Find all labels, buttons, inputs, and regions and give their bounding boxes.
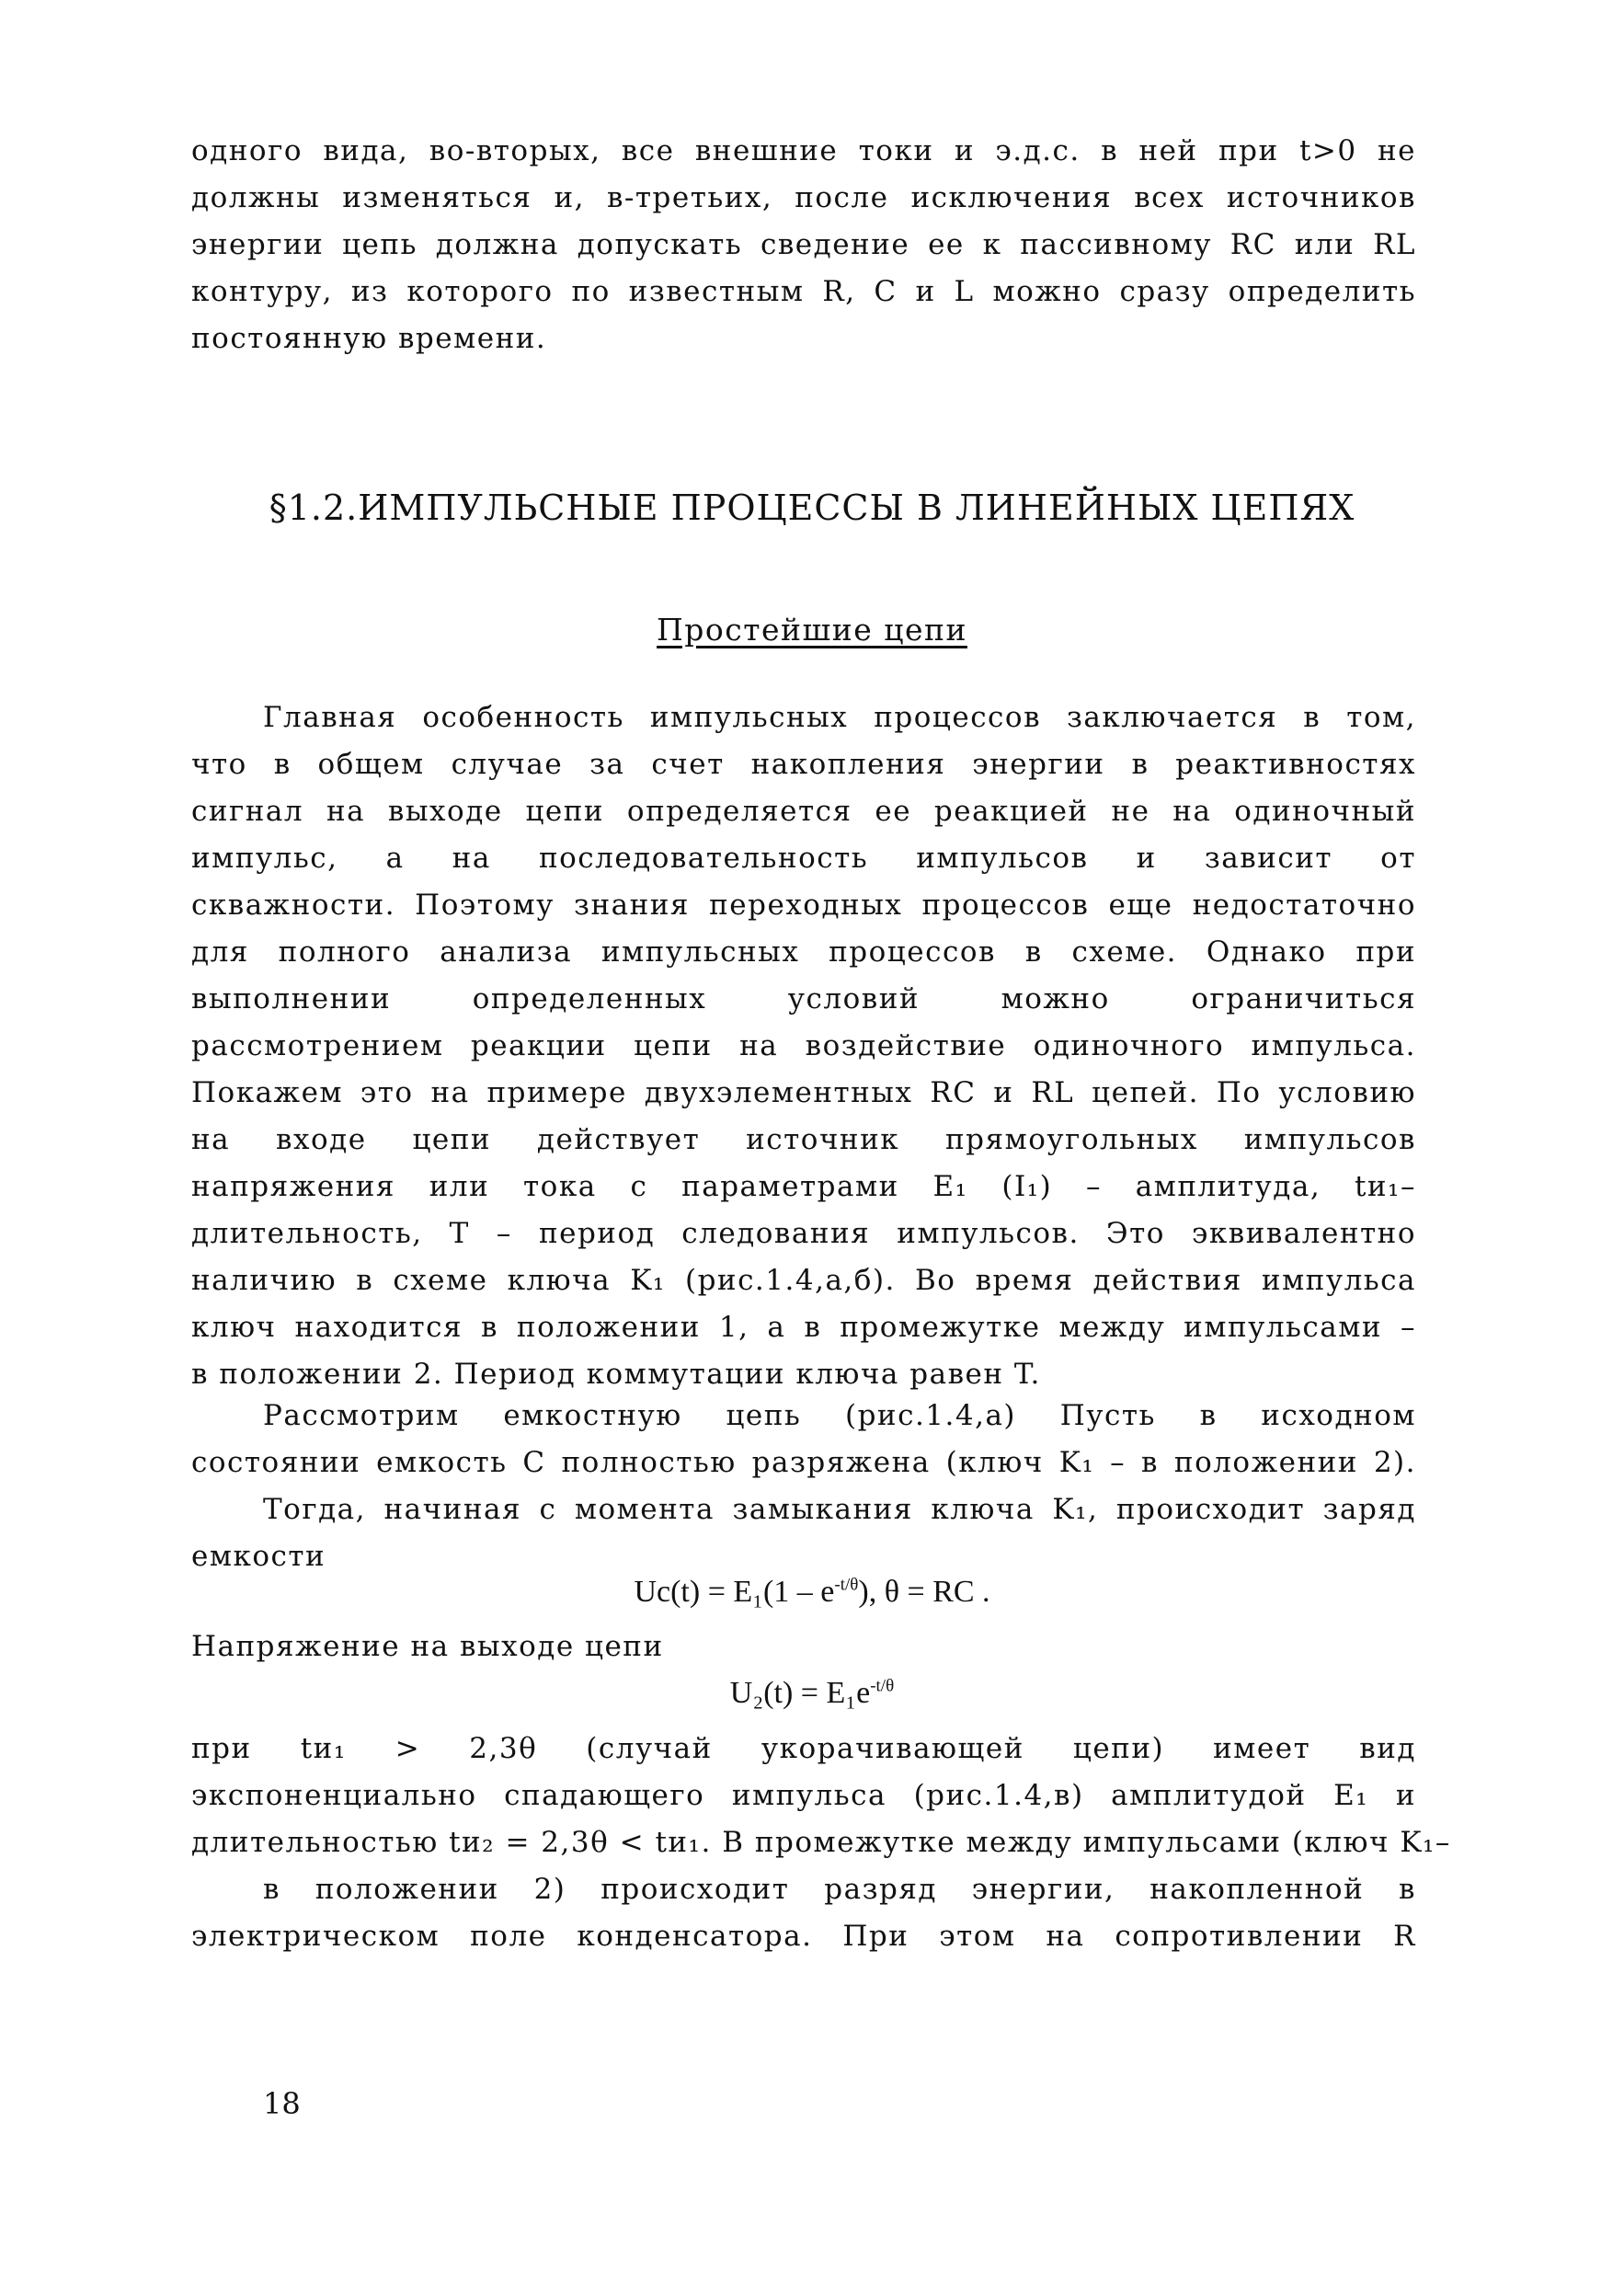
text-line: для полного анализа импульсных процессов в схеме. Однако при [191, 935, 1416, 969]
text-line: длительностью tи₂ = 2,3θ < tи₁. В промежутке между импульсами (ключ K₁– [191, 1826, 1451, 1859]
formula-output-voltage [0, 1676, 1624, 1711]
text-line: емкости [191, 1540, 326, 1573]
formula-exponent: -t/θ [834, 1575, 859, 1595]
text-line: сигнал на выходе цепи определяется ее реакцией не на одиночный [191, 795, 1416, 828]
text-line: Покажем это на примере двухэлементных RC и RL цепей. По условию [191, 1076, 1416, 1109]
label-output-block [191, 1623, 1416, 1670]
text-line: экспоненциально спадающего импульса (рис.1.4,в) амплитудой E₁ и [191, 1779, 1416, 1812]
text-line: должны изменяться и, в-третьих, после исключения всех источников [191, 181, 1416, 214]
paragraph-main [191, 694, 1416, 1398]
text-line: рассмотрением реакции цепи на воздействие одиночного импульса. [191, 1029, 1416, 1062]
formula-tail: ), θ = RC . [858, 1575, 990, 1609]
section-heading: §1.2.ИМПУЛЬСНЫЕ ПРОЦЕССЫ В ЛИНЕЙНЫХ ЦЕПЯХ [269, 488, 1355, 528]
text-line: в положении 2. Период коммутации ключа равен T. [191, 1358, 1041, 1391]
text-line: состоянии емкость C полностью разряжена (ключ K₁ – в положении 2). [191, 1446, 1416, 1479]
paragraph-differentiating [191, 1726, 1451, 1960]
text-line: Рассмотрим емкостную цепь (рис.1.4,а) Пусть в исходном [263, 1399, 1416, 1432]
subsection-heading: Простейшие цепи [657, 612, 967, 648]
formula-main: Uc(t) = E₁(1 – e [634, 1575, 835, 1609]
text-line: Главная особенность импульсных процессов заключается в том, [263, 701, 1416, 734]
label-output: Напряжение на выходе цепи [191, 1630, 664, 1663]
text-line: скважности. Поэтому знания переходных процессов еще недостаточно [191, 889, 1416, 922]
formula-exponent: -t/θ [870, 1676, 895, 1696]
text-line: контуру, из которого по известным R, C и L можно сразу определить [191, 275, 1416, 308]
text-line: постоянную времени. [191, 322, 547, 355]
text-line: напряжения или тока с параметрами E₁ (I₁) – амплитуда, tи₁– [191, 1170, 1416, 1203]
text-line: что в общем случае за счет накопления энергии в реактивностях [191, 748, 1416, 781]
text-line: выполнении определенных условий можно ограничиться [191, 982, 1416, 1015]
formula-capacitor-voltage [0, 1575, 1624, 1610]
formula-main: U₂(t) = E₁e [729, 1676, 871, 1710]
text-line: в положении 2) происходит разряд энергии, накопленной в [263, 1873, 1416, 1906]
page-number: 18 [263, 2086, 301, 2121]
text-line: длительность, T – период следования импульсов. Это эквивалентно [191, 1217, 1416, 1250]
text-line: энергии цепь должна допускать сведение ее к пассивному RC или RL [191, 228, 1416, 261]
paragraph-capacitive [191, 1393, 1416, 1580]
text-line: одного вида, во-вторых, все внешние токи и э.д.с. в ней при t>0 не [191, 134, 1416, 167]
text-line: при tи₁ > 2,3θ (случай укорачивающей цепи) имеет вид [191, 1732, 1416, 1765]
text-line: наличию в схеме ключа K₁ (рис.1.4,а,б). Во время действия импульса [191, 1264, 1416, 1297]
text-line: импульс, а на последовательность импульсов и зависит от [191, 842, 1416, 875]
text-line: Тогда, начиная с момента замыкания ключа K₁, происходит заряд [263, 1493, 1416, 1526]
text-line: электрическом поле конденсатора. При этом на сопротивлении R [191, 1920, 1416, 1953]
text-line: на входе цепи действует источник прямоугольных импульсов [191, 1123, 1416, 1156]
intro-paragraph [191, 128, 1416, 362]
text-line: ключ находится в положении 1, а в промежутке между импульсами – [191, 1311, 1416, 1344]
